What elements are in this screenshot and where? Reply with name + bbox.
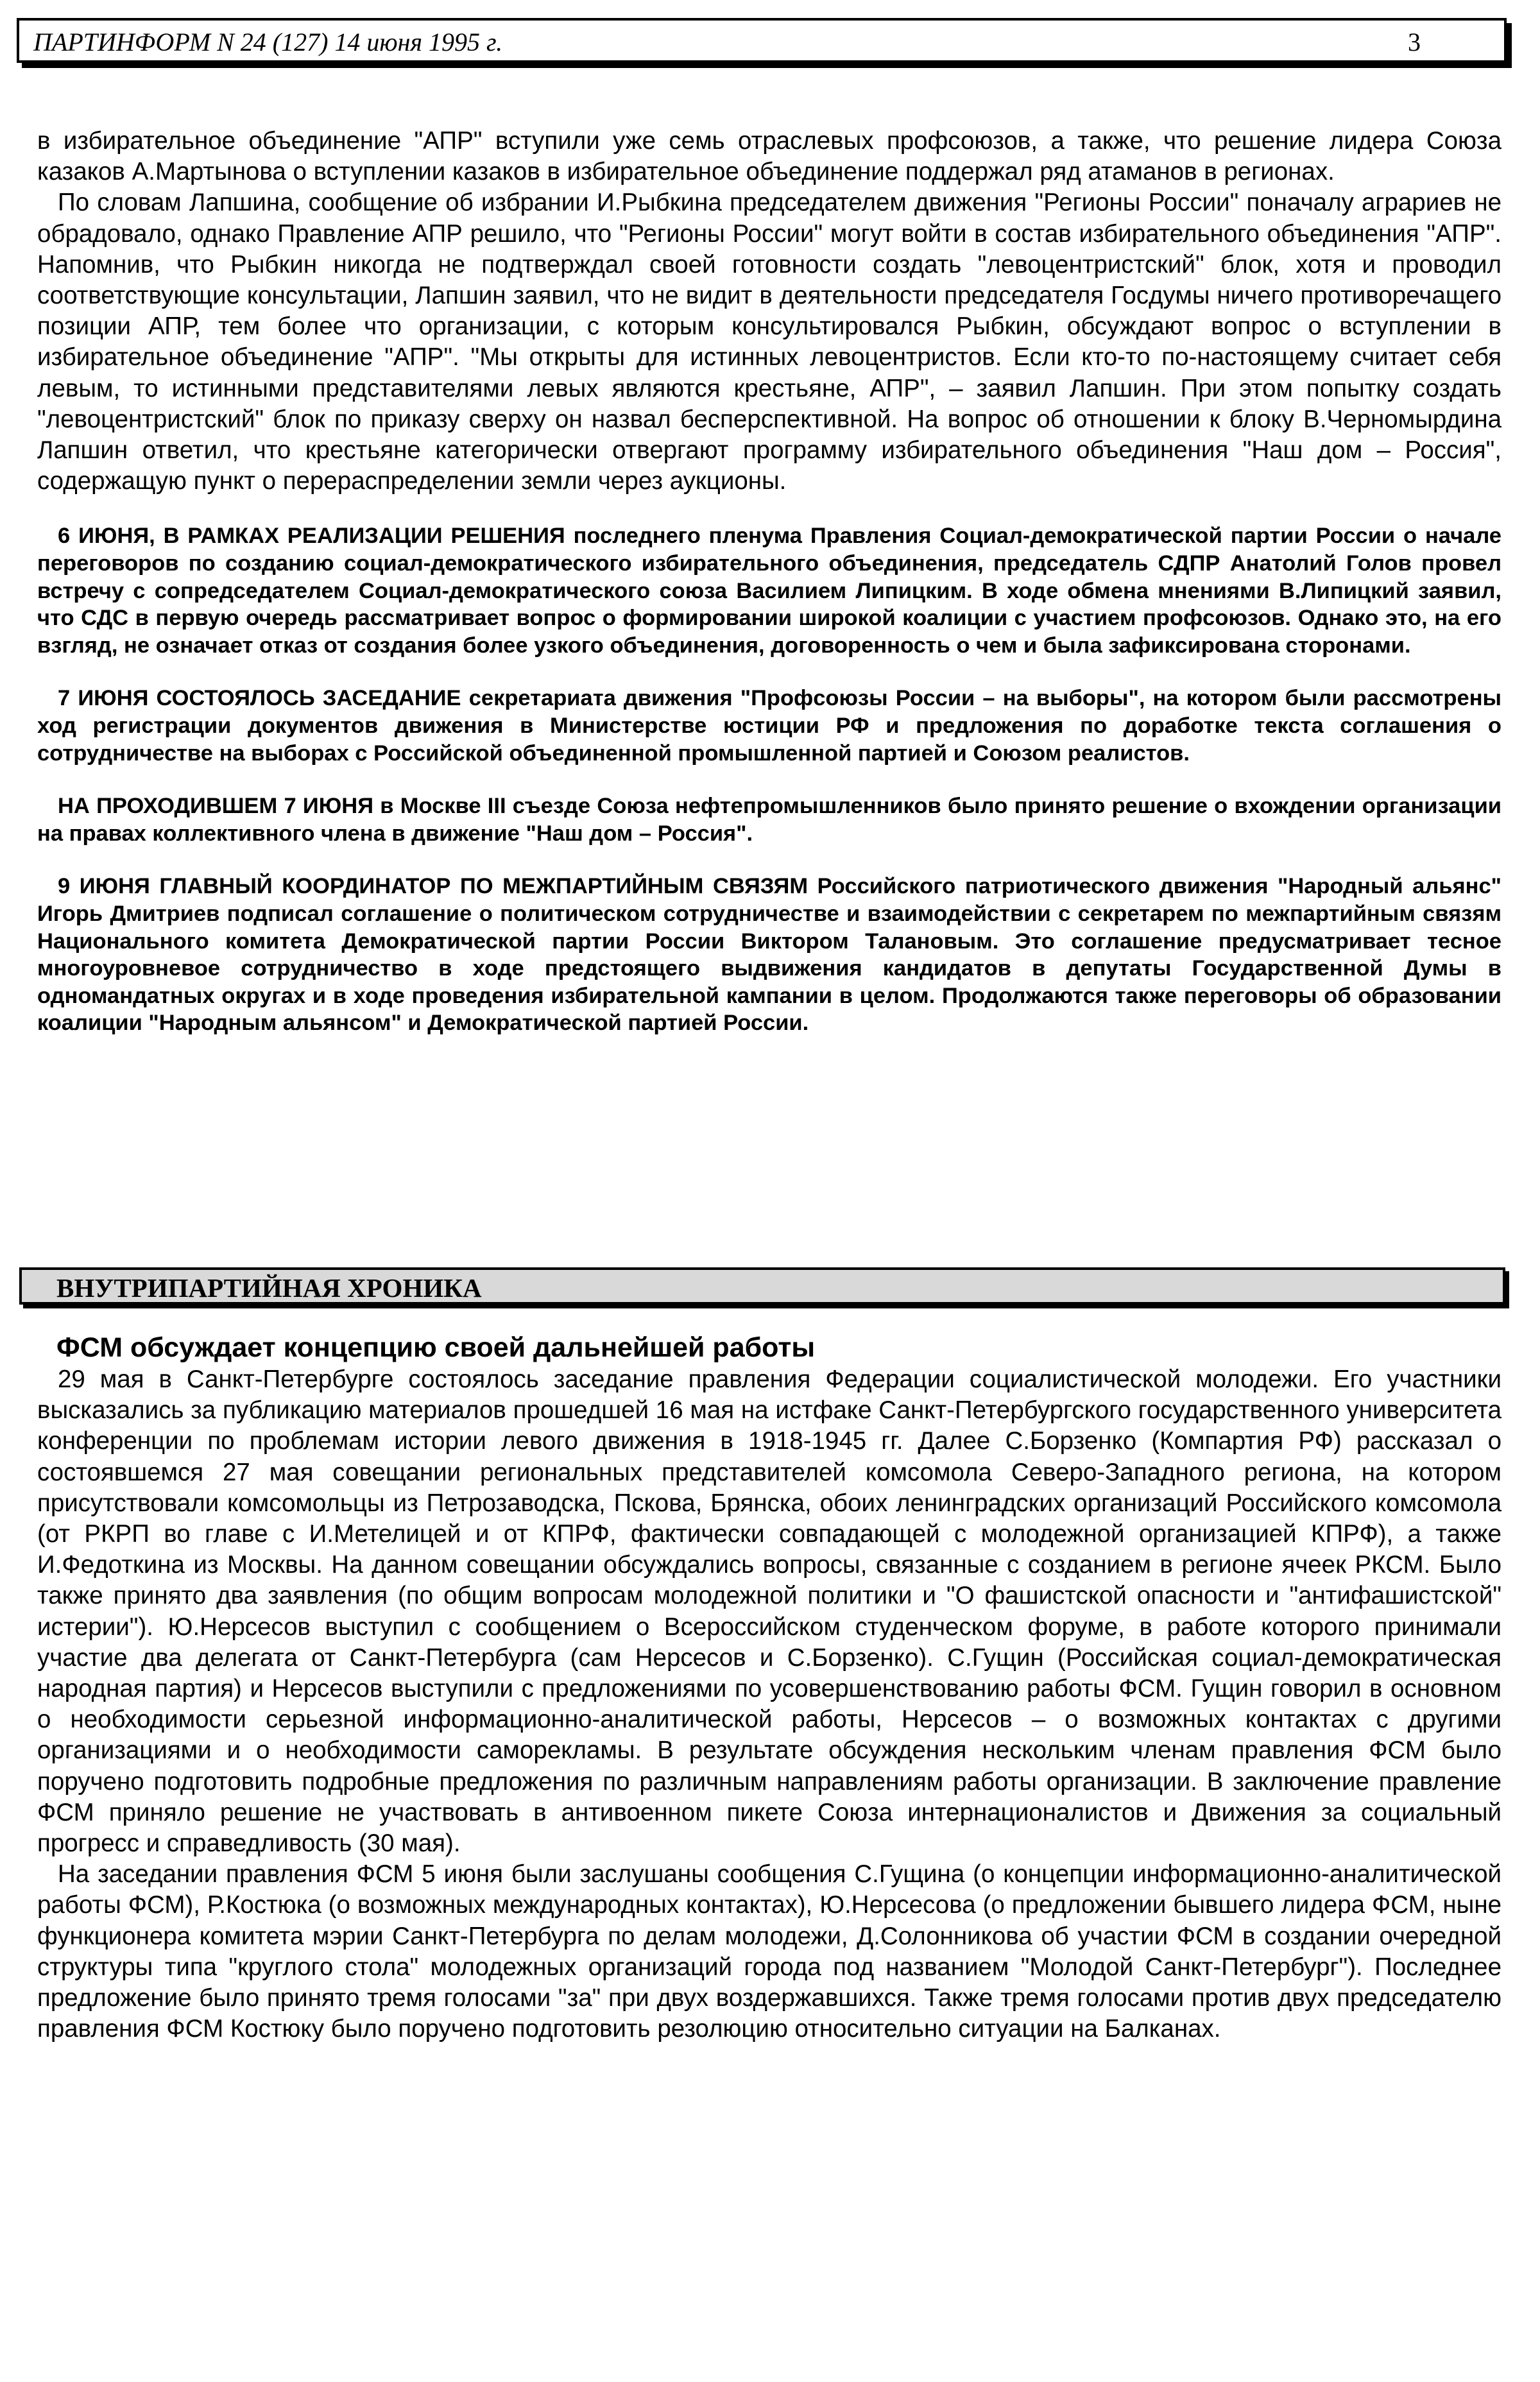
publication-title: ПАРТИНФОРМ N 24 (127) 14 июня 1995 г. [33, 28, 503, 56]
main-content [37, 126, 1502, 1037]
article-heading: ФСМ обсуждает концепцию своей дальнейшей работы [56, 1332, 816, 1363]
body-paragraph: По словам Лапшина, сообщение об избрании И.Рыбкина председателем движения "Регионы России" поначалу аграриев не обрадовало, однако Правление АПР решило, что "Регионы России" могут войти в состав избирательного объединения "АПР". Напомнив, что Рыбкин никогда не подтверждал своей готовности создать "левоцентристский" блок, хотя и проводил соответствующие консультации, Лапшин заявил, что не видит в деятельности председателя Госдумы ничего противоречащего позиции АПР, тем более что организации, с которым консультировался Рыбкин, обсуждают вопрос о вступлении в избирательное объединение "АПР". "Мы открыты для истинных левоцентристов. Если кто-то по-настоящему считает себя левым, то истинными представителями левых являются крестьяне, АПР", – заявил Лапшин. При этом попытку создать "левоцентристский" блок по приказу сверху он назвал бесперспективной. На вопрос об отношении к блоку В.Черномырдина Лапшин ответил, что крестьяне категорически отвергают программу избирательного объединения "Наш дом – Россия", содержащую пункт о перераспределении земли через аукционы. [37, 189, 1502, 495]
article [37, 1331, 1502, 2044]
news-item: НА ПРОХОДИВШЕМ 7 ИЮНЯ в Москве III съезде Союза нефтепромышленников было принято решение о вхождении организации на правах коллективного члена в движение "Наш дом – Россия". [37, 794, 1502, 846]
article-paragraph: На заседании правления ФСМ 5 июня были заслушаны сообщения С.Гущина (о концепции информационно-аналитической работы ФСМ), Р.Костюка (о возможных международных контактах), Ю.Нерсесова (о предложении бывшего лидера ФСМ, ныне функционера комитета мэрии Санкт-Петербурга по делам молодежи, Д.Солонникова об участии ФСМ в создании очередной структуры типа "круглого стола" молодежных организаций города под названием "Молодой Санкт-Петербург"). Последнее предложение было принято тремя голосами "за" при двух воздержавшихся. Также тремя голосами против двух председателю правления ФСМ Костюку было поручено подготовить резолюцию относительно ситуации на Балканах. [37, 1860, 1502, 2043]
news-item: 9 ИЮНЯ ГЛАВНЫЙ КООРДИНАТОР ПО МЕЖПАРТИЙНЫМ СВЯЗЯМ Российского патриотического движения "Народный альянс" Игорь Дмитриев подписал соглашение о политическом сотрудничестве и взаимодействии с секретарем по межпартийным связям Национального комитета Демократической партии России Виктором Талановым. Это соглашение предусматривает тесное многоуровневое сотрудничество в ходе предстоящего выдвижения кандидатов в депутаты Государственной Думы в одномандатных округах и в ходе проведения избирательной кампании в целом. Продолжаются также переговоры об образовании коалиции "Народным альянсом" и Демократической партией России. [37, 874, 1502, 1036]
section-title-bar [19, 1267, 1505, 1305]
page-header [17, 18, 1507, 63]
spacer [37, 497, 1502, 522]
news-item: 6 ИЮНЯ, В РАМКАХ РЕАЛИЗАЦИИ РЕШЕНИЯ последнего пленума Правления Социал-демократической партии России о начале переговоров по созданию социал-демократического избирательного объединения, председатель СДПР Анатолий Голов провел встречу с сопредседателем Социал-демократического союза Василием Липицким. В ходе обмена мнениями В.Липицкий заявил, что СДС в первую очередь рассматривает вопрос о формировании широкой коалиции с участием профсоюзов. Однако это, на его взгляд, не означает отказ от создания более узкого объединения, договоренность о чем и была зафиксирована сторонами. [37, 524, 1502, 658]
article-paragraph: 29 мая в Санкт-Петербурге состоялось заседание правления Федерации социалистической молодежи. Его участники высказались за публикацию материалов прошедшей 16 мая на истфаке Санкт-Петербургского государственного университета конференции по проблемам истории левого движения в 1918-1945 гг. Далее С.Борзенко (Компартия РФ) рассказал о состоявшемся 27 мая совещании региональных представителей комсомола Северо-Западного региона, на котором присутствовали комсомольцы из Петрозаводска, Пскова, Брянска, обоих ленинградских организаций Российского комсомола (от РКРП во главе с И.Метелицей и от КПРФ, фактически совпадающей с молодежной организацией КПРФ), а также И.Федоткина из Москвы. На данном совещании обсуждались вопросы, связанные с созданием в регионе ячеек РКСМ. Было также принято два заявления (по общим вопросам молодежной политики и "О фашистской опасности и "антифашистской" истерии"). Ю.Нерсесов выступил с сообщением о Всероссийском студенческом форуме, в работе которого принимали участие два делегата от Санкт-Петербурга (сам Нерсесов и С.Борзенко). С.Гущин (Российская социал-демократическая народная партия) и Нерсесов выступили с предложениями по усовершенствованию работы ФСМ. Гущин говорил в основном о необходимости серьезной информационно-аналитической работы, Нерсесов – о возможных контактах с другими организациями и о необходимости саморекламы. В результате обсуждения нескольким членам правления ФСМ было поручено подготовить подробные предложения по различным направлениям работы организации. В заключение правление ФСМ приняло решение не участвовать в антивоенном пикете Союза интернационалистов и Движения за социальный прогресс и справедливость (30 мая). [37, 1366, 1502, 1858]
spacer [37, 767, 1502, 793]
spacer [37, 659, 1502, 685]
spacer [37, 847, 1502, 873]
page-number: 3 [1408, 28, 1421, 56]
body-paragraph: в избирательное объединение "АПР" вступили уже семь отраслевых профсоюзов, а также, что решение лидера Союза казаков А.Мартынова о вступлении казаков в избирательное объединение поддержал ряд атаманов в регионах. [37, 127, 1502, 186]
section-title: ВНУТРИПАРТИЙНАЯ ХРОНИКА [56, 1273, 482, 1303]
news-item: 7 ИЮНЯ СОСТОЯЛОСЬ ЗАСЕДАНИЕ секретариата движения "Профсоюзы России – на выборы", на котором были рассмотрены ход регистрации документов движения в Министерстве юстиции РФ и предложения по доработке текста соглашения о сотрудничестве на выборах с Российской объединенной промышленной партией и Союзом реалистов. [37, 686, 1502, 766]
